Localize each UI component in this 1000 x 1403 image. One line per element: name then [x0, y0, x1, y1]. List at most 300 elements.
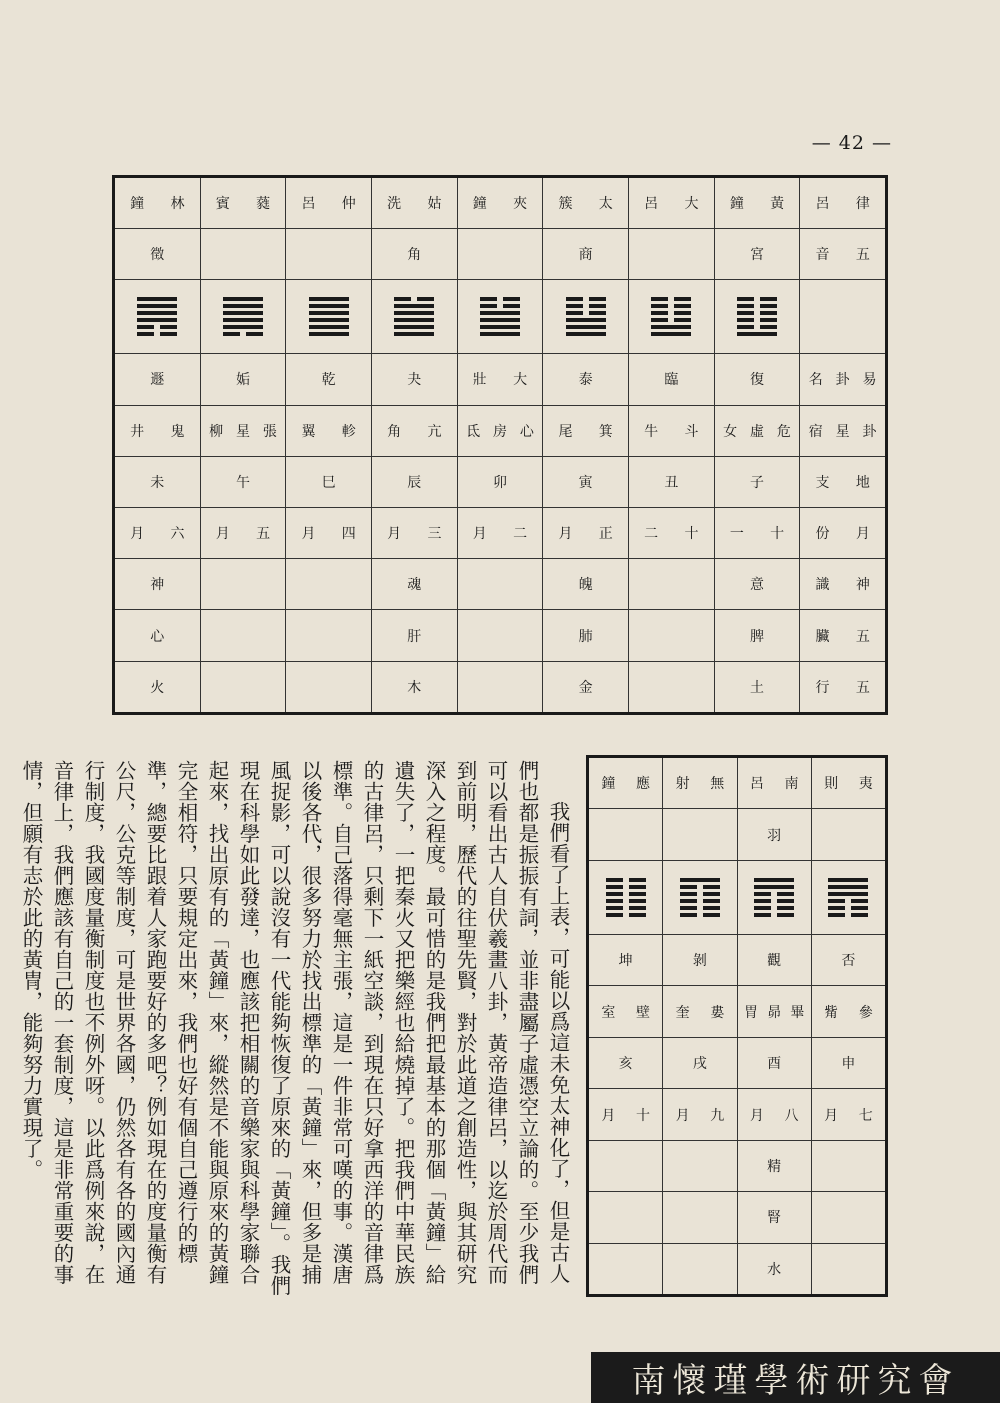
cell-char: 虛: [749, 423, 764, 440]
yin-line: [566, 297, 606, 301]
yin-line: [651, 297, 691, 301]
watermark: 南懷瑾學術研究會: [591, 1352, 1000, 1403]
table-cell: [589, 1089, 662, 1140]
cell-char: 支: [815, 474, 830, 491]
cell-char: 觜: [824, 1004, 839, 1021]
yang-line: [394, 318, 434, 322]
table-cell: [715, 354, 800, 405]
table-cell: [201, 229, 286, 280]
yin-line: [754, 913, 794, 917]
cell-char: 月: [824, 1107, 839, 1124]
table-cell: [738, 1192, 811, 1243]
cell-char: 壯: [472, 372, 487, 389]
yang-line: [394, 304, 434, 308]
table-cell: [543, 508, 628, 559]
hexagram-icon: [828, 878, 868, 917]
cell-char: 洗: [387, 196, 402, 213]
table-cell: [738, 1244, 811, 1294]
yin-line: [651, 311, 691, 315]
table-cell: [738, 1038, 811, 1089]
table-cell: [715, 610, 800, 661]
table-cell: [800, 354, 885, 405]
yang-line: [394, 311, 434, 315]
cell-char: 名: [808, 372, 823, 389]
table-cell: [629, 406, 714, 457]
cell-char: 氐: [466, 423, 481, 440]
yang-line: [309, 325, 349, 329]
body-text: [19, 760, 573, 1300]
table-cell: [372, 457, 457, 508]
table-cell: [715, 508, 800, 559]
cell-char: 地: [855, 474, 870, 491]
yang-line: [480, 332, 520, 336]
cell-char: 易: [862, 372, 877, 389]
cell-char: 卦: [835, 372, 850, 389]
cell-char: 金: [578, 679, 593, 696]
table-cell: [458, 508, 543, 559]
table-cell: [663, 1038, 736, 1089]
yang-line: [223, 318, 263, 322]
table-cell: [800, 457, 885, 508]
table-cell: [589, 1192, 662, 1243]
table-cell: [372, 354, 457, 405]
cell-char: 室: [601, 1004, 616, 1021]
table-cell: [715, 662, 800, 712]
hexagram-cell: [543, 280, 628, 354]
table-column: [714, 178, 800, 712]
cell-char: 蕤: [256, 196, 271, 213]
yang-line: [137, 311, 177, 315]
cell-char: 心: [519, 423, 534, 440]
cell-char: 土: [749, 679, 764, 696]
cell-char: 泰: [578, 372, 593, 389]
yin-line: [606, 878, 646, 882]
cell-char: 昴: [767, 1004, 782, 1021]
table-cell: [201, 457, 286, 508]
cell-char: 魄: [578, 577, 593, 594]
table-cell: [663, 935, 736, 986]
cell-char: 肺: [578, 628, 593, 645]
cell-char: 鬼: [170, 423, 185, 440]
cell-char: 徵: [150, 247, 165, 264]
cell-char: 箕: [598, 423, 613, 440]
cell-char: 五: [855, 628, 870, 645]
yang-line: [137, 318, 177, 322]
cell-char: 子: [749, 474, 764, 491]
yang-line: [651, 332, 691, 336]
cell-char: 八: [784, 1107, 799, 1124]
hexagram-icon: [394, 297, 434, 336]
hexagram-icon: [223, 297, 263, 336]
cell-char: 丑: [664, 474, 679, 491]
yin-line: [606, 906, 646, 910]
hexagram-cell: [663, 861, 736, 935]
cell-char: 危: [776, 423, 791, 440]
table-cell: [543, 559, 628, 610]
table-cell: [629, 559, 714, 610]
cell-char: 月: [675, 1107, 690, 1124]
hexagram-icon: [137, 297, 177, 336]
yang-line: [480, 318, 520, 322]
yang-line: [309, 332, 349, 336]
cell-char: 三: [427, 526, 442, 543]
cell-char: 五: [855, 247, 870, 264]
yin-line: [651, 318, 691, 322]
cell-char: 星: [835, 423, 850, 440]
hexagram-cell: [201, 280, 286, 354]
hexagram-icon: [309, 297, 349, 336]
cell-char: 復: [749, 372, 764, 389]
table-cell: [629, 229, 714, 280]
cell-char: 牛: [644, 423, 659, 440]
table-cell: [715, 457, 800, 508]
paragraph: 我們看了上表，可能以爲這未免太神化了，但是古人們也都是振振有詞，並非盡屬子虛憑空立論的。至少我們可以看出古人自伏羲畫八卦，黃帝造律呂，以迄於周代而到前明，歷代的往聖先賢，對於此道之創造性，與其研究深入之程度。最可惜的是我們把最基本的那個「黃鐘」給遺失了，一把秦火又把樂經也給燒掉了。把我們中華民族的古律呂，只剩下一紙空談，到現在只好拿西洋的音律爲標準。自己落得毫無主張，這是一件非常可嘆的事。漢唐以後各代，很多努力於找出標準的「黃鐘」來，但多是捕風捉影，可以說沒有一代能夠恢復了原來的「黃鐘」。我們現在科學如此發達，也應該把相關的音樂家與科學家聯合起來，找出原有的「黃鐘」來，縱然是不能與原來的黃鐘完全相符，只要規定出來，我們也好有個自己遵行的標準，總要比跟着人家跑要好的多吧？例如現在的度量衡有公尺，公克等制度，可是世界各國，仍然各有各的國內通行制度，我國度量衡制度也不例外呀。以此爲例來說，在音律上，我們應該有自己的一套制度，這是非常重要的事情，但願有志於此的黃冑，能夠努力實現了。: [19, 760, 570, 1296]
table-cell: [286, 178, 371, 229]
yang-line: [754, 885, 794, 889]
table-cell: [800, 406, 885, 457]
yin-line: [606, 885, 646, 889]
cell-char: 姤: [235, 372, 250, 389]
yang-line: [480, 311, 520, 315]
cell-char: 黃: [770, 196, 785, 213]
cell-char: 柳: [209, 423, 224, 440]
cell-char: 呂: [749, 776, 764, 793]
yin-line: [680, 913, 720, 917]
table-column: [457, 178, 543, 712]
yin-line: [754, 906, 794, 910]
table-cell: [629, 354, 714, 405]
table-cell: [663, 1141, 736, 1192]
yin-line: [737, 297, 777, 301]
cell-char: 六: [170, 526, 185, 543]
table-cell: [629, 662, 714, 712]
table-cell: [543, 406, 628, 457]
table-cell: [115, 559, 200, 610]
cell-char: 射: [675, 776, 690, 793]
cell-char: 月: [130, 526, 145, 543]
table-cell: [812, 809, 885, 860]
cell-char: 鐘: [472, 196, 487, 213]
cell-char: 精: [767, 1158, 782, 1175]
cell-char: 水: [767, 1261, 782, 1278]
table-cell: [372, 559, 457, 610]
table-column: [542, 178, 628, 712]
page-number: — 42 —: [811, 132, 892, 154]
table-cell: [589, 1038, 662, 1089]
yin-line: [828, 906, 868, 910]
table-cell: [115, 662, 200, 712]
yang-line: [828, 892, 868, 896]
yin-line: [828, 899, 868, 903]
yang-line: [394, 332, 434, 336]
table-cell: [286, 229, 371, 280]
cell-char: 翼: [301, 423, 316, 440]
cell-char: 斗: [684, 423, 699, 440]
table-cell: [800, 559, 885, 610]
table-cell: [543, 662, 628, 712]
table-column: [371, 178, 457, 712]
hexagram-cell: [372, 280, 457, 354]
yang-line: [754, 878, 794, 882]
table-cell: [458, 610, 543, 661]
cell-char: 月: [558, 526, 573, 543]
table-cell: [372, 178, 457, 229]
hexagram-cell: [812, 861, 885, 935]
table-cell: [589, 809, 662, 860]
hexagram-icon: [651, 297, 691, 336]
cell-char: 夷: [858, 776, 873, 793]
table-cell: [738, 1141, 811, 1192]
yang-line: [394, 325, 434, 329]
cell-char: 神: [855, 577, 870, 594]
cell-char: 則: [824, 776, 839, 793]
yin-line: [606, 913, 646, 917]
table-column: [115, 178, 200, 712]
cell-char: 月: [387, 526, 402, 543]
table-cell: [738, 986, 811, 1037]
cell-char: 大: [684, 196, 699, 213]
cell-char: 二: [513, 526, 528, 543]
yin-line: [223, 332, 263, 336]
table-cell: [715, 559, 800, 610]
cell-char: 音: [815, 247, 830, 264]
table-cell: [812, 986, 885, 1037]
cell-char: 行: [815, 679, 830, 696]
yang-line: [737, 332, 777, 336]
table-cell: [201, 610, 286, 661]
table-cell: [589, 1244, 662, 1294]
yang-line: [828, 885, 868, 889]
cell-char: 林: [170, 196, 185, 213]
table-cell: [812, 1038, 885, 1089]
table-cell: [115, 457, 200, 508]
yang-line: [680, 878, 720, 882]
cell-char: 鐘: [601, 776, 616, 793]
cell-char: 夬: [407, 372, 422, 389]
yin-line: [651, 304, 691, 308]
cell-char: 婁: [710, 1004, 725, 1021]
table-cell: [800, 662, 885, 712]
table-cell: [589, 986, 662, 1037]
yang-line: [223, 325, 263, 329]
table-cell: [663, 1089, 736, 1140]
cell-char: 魂: [407, 577, 422, 594]
table-cell: [812, 1244, 885, 1294]
cell-char: 月: [749, 1107, 764, 1124]
cell-char: 壁: [635, 1004, 650, 1021]
table-cell: [458, 229, 543, 280]
cell-char: 神: [150, 577, 165, 594]
yang-line: [309, 318, 349, 322]
cell-char: 五: [256, 526, 271, 543]
table-cell: [286, 559, 371, 610]
table-cell: [372, 508, 457, 559]
cell-char: 畢: [790, 1004, 805, 1021]
cell-char: 九: [710, 1107, 725, 1124]
hexagram-icon: [680, 878, 720, 917]
table-cell: [201, 178, 286, 229]
cell-char: 張: [262, 423, 277, 440]
table-cell: [738, 1089, 811, 1140]
cell-char: 角: [387, 423, 402, 440]
table-cell: [589, 1141, 662, 1192]
table-cell: [458, 559, 543, 610]
cell-char: 尾: [558, 423, 573, 440]
cell-char: 七: [858, 1107, 873, 1124]
yang-line: [137, 297, 177, 301]
hexagram-cell: [458, 280, 543, 354]
cell-char: 宮: [749, 247, 764, 264]
table-cell: [543, 229, 628, 280]
cell-char: 卦: [862, 423, 877, 440]
table-column: [285, 178, 371, 712]
yin-line: [606, 899, 646, 903]
cell-char: 胃: [744, 1004, 759, 1021]
table-cell: [201, 508, 286, 559]
hexagram-cell: [738, 861, 811, 935]
cell-char: 腎: [767, 1210, 782, 1227]
cell-char: 亥: [618, 1056, 633, 1073]
table-cell: [715, 406, 800, 457]
table-column: [589, 758, 662, 1294]
hexagram-cell: [715, 280, 800, 354]
cell-char: 臨: [664, 372, 679, 389]
yin-line: [737, 304, 777, 308]
cell-char: 姑: [427, 196, 442, 213]
yin-line: [754, 892, 794, 896]
table-cell: [286, 457, 371, 508]
yang-line: [828, 878, 868, 882]
yang-line: [309, 304, 349, 308]
table-cell: [115, 508, 200, 559]
cell-char: 呂: [301, 196, 316, 213]
cell-char: 亢: [427, 423, 442, 440]
table-cell: [629, 610, 714, 661]
table-cell: [663, 809, 736, 860]
table-cell: [629, 508, 714, 559]
yin-line: [737, 325, 777, 329]
table-cell: [372, 662, 457, 712]
yang-line: [566, 325, 606, 329]
table-cell: [286, 354, 371, 405]
table-cell: [201, 559, 286, 610]
hexagram-cell: [800, 280, 885, 354]
cell-char: 坤: [618, 953, 633, 970]
table-cell: [286, 508, 371, 559]
cell-char: 酉: [767, 1056, 782, 1073]
cell-char: 井: [130, 423, 145, 440]
hexagram-icon: [737, 297, 777, 336]
table-cell: [115, 610, 200, 661]
table-column: [799, 178, 885, 712]
table-cell: [458, 178, 543, 229]
table-cell: [543, 354, 628, 405]
cell-char: 角: [407, 247, 422, 264]
table-cell: [663, 758, 736, 809]
table-cell: [800, 178, 885, 229]
cell-char: 木: [407, 679, 422, 696]
cell-char: 火: [150, 679, 165, 696]
cell-char: 呂: [644, 196, 659, 213]
table-cell: [286, 610, 371, 661]
cell-char: 應: [635, 776, 650, 793]
cell-char: 午: [235, 474, 250, 491]
yang-line: [137, 304, 177, 308]
cell-char: 心: [150, 628, 165, 645]
table-cell: [458, 457, 543, 508]
cell-char: 月: [855, 526, 870, 543]
cell-char: 商: [578, 247, 593, 264]
cell-char: 申: [841, 1056, 856, 1073]
table-cell: [543, 610, 628, 661]
cell-char: 意: [749, 577, 764, 594]
yang-line: [309, 297, 349, 301]
cell-char: 大: [513, 372, 528, 389]
table-cell: [201, 354, 286, 405]
table-cell: [115, 178, 200, 229]
cell-char: 巳: [321, 474, 336, 491]
yin-line: [394, 297, 434, 301]
yin-line: [566, 311, 606, 315]
yang-line: [223, 311, 263, 315]
cell-char: 乾: [321, 372, 336, 389]
table-cell: [115, 229, 200, 280]
cell-char: 律: [855, 196, 870, 213]
cell-char: 夾: [513, 196, 528, 213]
cell-char: 脾: [749, 628, 764, 645]
cell-char: 觀: [767, 953, 782, 970]
table-cell: [458, 662, 543, 712]
cell-char: 女: [723, 423, 738, 440]
hexagram-icon: [566, 297, 606, 336]
cell-char: 無: [710, 776, 725, 793]
hexagram-cell: [629, 280, 714, 354]
table-cell: [458, 354, 543, 405]
cell-char: 一: [729, 526, 744, 543]
yang-line: [566, 332, 606, 336]
yang-line: [566, 318, 606, 322]
table-cell: [738, 809, 811, 860]
table-cell: [812, 1192, 885, 1243]
cell-char: 十: [770, 526, 785, 543]
yin-line: [737, 311, 777, 315]
table-cell: [629, 178, 714, 229]
table-cell: [201, 406, 286, 457]
table-cell: [738, 758, 811, 809]
cell-char: 遯: [150, 372, 165, 389]
correspondence-table-top: [112, 175, 888, 715]
cell-char: 十: [635, 1107, 650, 1124]
cell-char: 奎: [675, 1004, 690, 1021]
yin-line: [828, 913, 868, 917]
cell-char: 仲: [341, 196, 356, 213]
cell-char: 二: [644, 526, 659, 543]
cell-char: 羽: [767, 827, 782, 844]
cell-char: 鐘: [729, 196, 744, 213]
table-cell: [800, 610, 885, 661]
table-cell: [115, 406, 200, 457]
cell-char: 未: [150, 474, 165, 491]
table-column: [737, 758, 811, 1294]
hexagram-icon: [754, 878, 794, 917]
cell-char: 戌: [692, 1056, 707, 1073]
cell-char: 月: [472, 526, 487, 543]
table-cell: [372, 406, 457, 457]
cell-char: 五: [855, 679, 870, 696]
yin-line: [680, 885, 720, 889]
table-cell: [201, 662, 286, 712]
cell-char: 星: [235, 423, 250, 440]
